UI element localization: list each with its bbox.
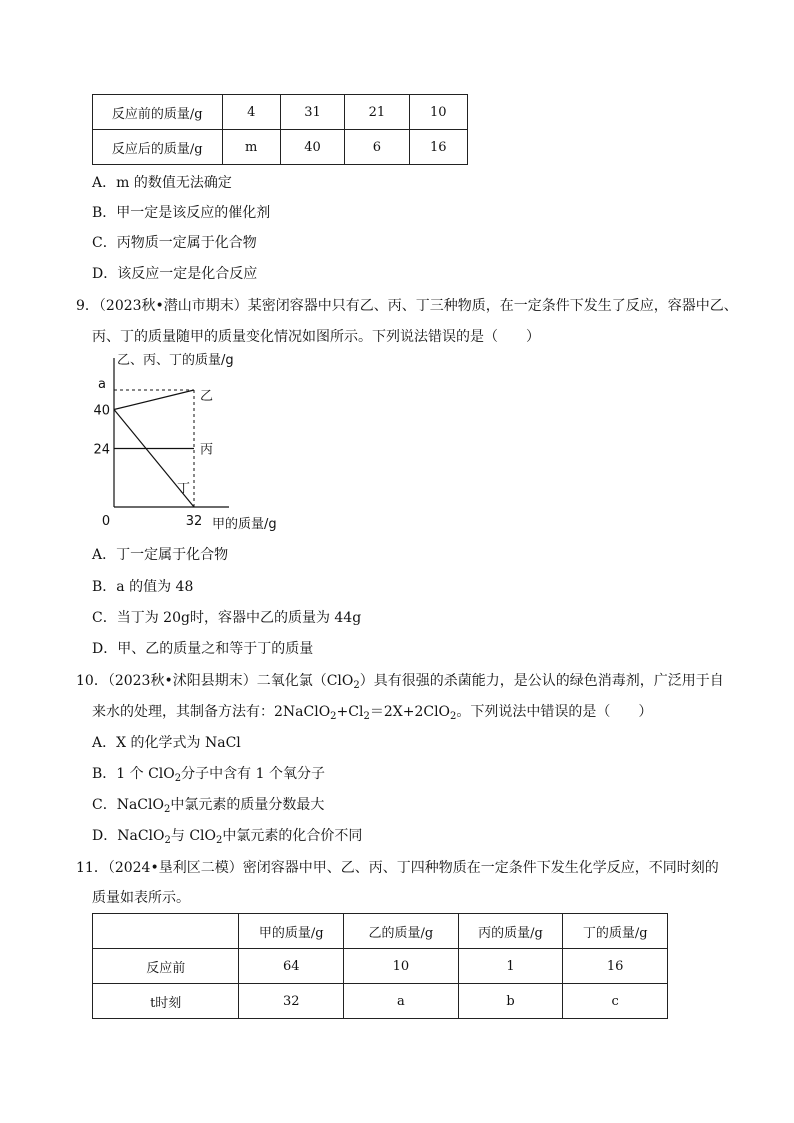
q9-mass-chart: [92, 350, 302, 535]
q9-option-d[interactable]: D．甲、乙的质量之和等于丁的质量: [92, 641, 314, 657]
table-cell: m: [222, 130, 280, 165]
q10-text: C．NaClO: [92, 797, 164, 813]
q8-option-b[interactable]: B．甲一定是该反应的催化剂: [92, 205, 271, 221]
table-cell: 1: [458, 949, 563, 984]
q9-stem-line1: 9．（2023秋•潜山市期末）某密闭容器中只有乙、丙、丁三种物质，在一定条件下发生了反应，容器中乙、: [76, 298, 738, 314]
q10-text: 。下列说法中错误的是（ ）: [456, 704, 653, 720]
table-cell: 64: [239, 949, 344, 984]
table-header: 甲的质量/g: [239, 914, 344, 949]
q11-stem-line2: 质量如表所示。: [92, 890, 190, 906]
x-tick-label: 32: [185, 514, 203, 529]
table-header: 乙的质量/g: [344, 914, 459, 949]
q10-text: +Cl: [336, 704, 364, 720]
q10-stem-line1: [76, 671, 724, 696]
q10-option-b[interactable]: [92, 764, 325, 789]
table-cell: 16: [409, 130, 467, 165]
subscript: 2: [330, 711, 337, 722]
series-label-乙: 乙: [200, 389, 214, 404]
q10-option-c[interactable]: [92, 795, 324, 820]
subscript: 2: [164, 835, 171, 846]
y-tick-label: 40: [93, 403, 110, 419]
q8-option-c[interactable]: C．丙物质一定属于化合物: [92, 235, 257, 251]
q10-text: ）具有很强的杀菌能力，是公认的绿色消毒剂，广泛用于自: [359, 673, 724, 689]
table-cell: 21: [345, 95, 409, 130]
q10-text: ＝2X+2ClO: [369, 704, 451, 720]
reaction-mass-table-1: [92, 94, 468, 165]
table-cell: 10: [344, 949, 459, 984]
subscript: 2: [450, 711, 457, 722]
q10-text: 中氯元素的质量分数最大: [170, 797, 325, 813]
reaction-mass-table-2: [92, 913, 668, 1019]
subscript: 2: [363, 711, 370, 722]
q10-text: 与 ClO: [170, 828, 216, 844]
series-label-丁: 丁: [177, 481, 191, 497]
table-cell: 6: [345, 130, 409, 165]
q10-text: D．NaClO: [92, 828, 165, 844]
y-tick-label: a: [98, 377, 106, 392]
q10-text: B．1 个 ClO: [92, 766, 175, 782]
q10-text: 来水的处理，其制备方法有：2NaClO: [92, 704, 331, 720]
table-row: [93, 914, 668, 949]
q9-option-a[interactable]: A．丁一定属于化合物: [92, 547, 229, 563]
row-label: 反应后的质量/g: [93, 130, 223, 165]
q10-option-d[interactable]: [92, 826, 362, 851]
table-cell: 16: [563, 949, 668, 984]
q9-stem-line2: 丙、丁的质量随甲的质量变化情况如图所示。下列说法错误的是（ ）: [92, 329, 540, 345]
table-row: [93, 130, 468, 165]
q9-option-b[interactable]: B．a 的值为 48: [92, 579, 194, 595]
table-header: [93, 914, 239, 949]
table-cell: a: [344, 984, 459, 1019]
table-row: [93, 984, 668, 1019]
subscript: 2: [216, 835, 223, 846]
y-tick-label: 24: [93, 442, 110, 458]
table-cell: c: [563, 984, 668, 1019]
q10-stem-line2: [92, 702, 652, 727]
q8-option-d[interactable]: D．该反应一定是化合反应: [92, 266, 258, 282]
table-cell: 反应前: [93, 949, 239, 984]
q10-option-a[interactable]: A．X 的化学式为 NaCl: [92, 735, 241, 751]
q10-text: 分子中含有 1 个氧分子: [181, 766, 325, 782]
table-cell: 31: [280, 95, 344, 130]
x-tick-label: 0: [101, 514, 111, 529]
table-cell: t时刻: [93, 984, 239, 1019]
subscript: 2: [163, 804, 171, 815]
table-cell: 32: [239, 984, 344, 1019]
row-label: 反应前的质量/g: [93, 95, 223, 130]
q8-option-a[interactable]: A．m 的数值无法确定: [92, 175, 232, 191]
table-row: [93, 949, 668, 984]
table-cell: b: [458, 984, 563, 1019]
q10-text: 中氯元素的化合价不同: [222, 828, 363, 844]
q10-text: 10．（2023秋•沭阳县期末）二氧化氯（ClO: [76, 673, 354, 689]
series-label-丙: 丙: [200, 442, 214, 458]
y-axis-label: 乙、丙、丁的质量/g: [117, 353, 234, 368]
table-row: [93, 95, 468, 130]
subscript: 2: [174, 773, 182, 784]
table-cell: 10: [409, 95, 467, 130]
table-cell: 4: [222, 95, 280, 130]
table-header: 丁的质量/g: [563, 914, 668, 949]
series-line-乙: [114, 390, 194, 410]
table-header: 丙的质量/g: [458, 914, 563, 949]
subscript: 2: [353, 680, 360, 691]
x-axis-label: 甲的质量/g: [212, 517, 277, 532]
q11-stem-line1: 11．（2024•垦利区二模）密闭容器中甲、乙、丙、丁四种物质在一定条件下发生化学反应，不同时刻的: [76, 860, 719, 876]
q9-option-c[interactable]: C．当丁为 20g时，容器中乙的质量为 44g: [92, 610, 362, 626]
table-cell: 40: [280, 130, 344, 165]
